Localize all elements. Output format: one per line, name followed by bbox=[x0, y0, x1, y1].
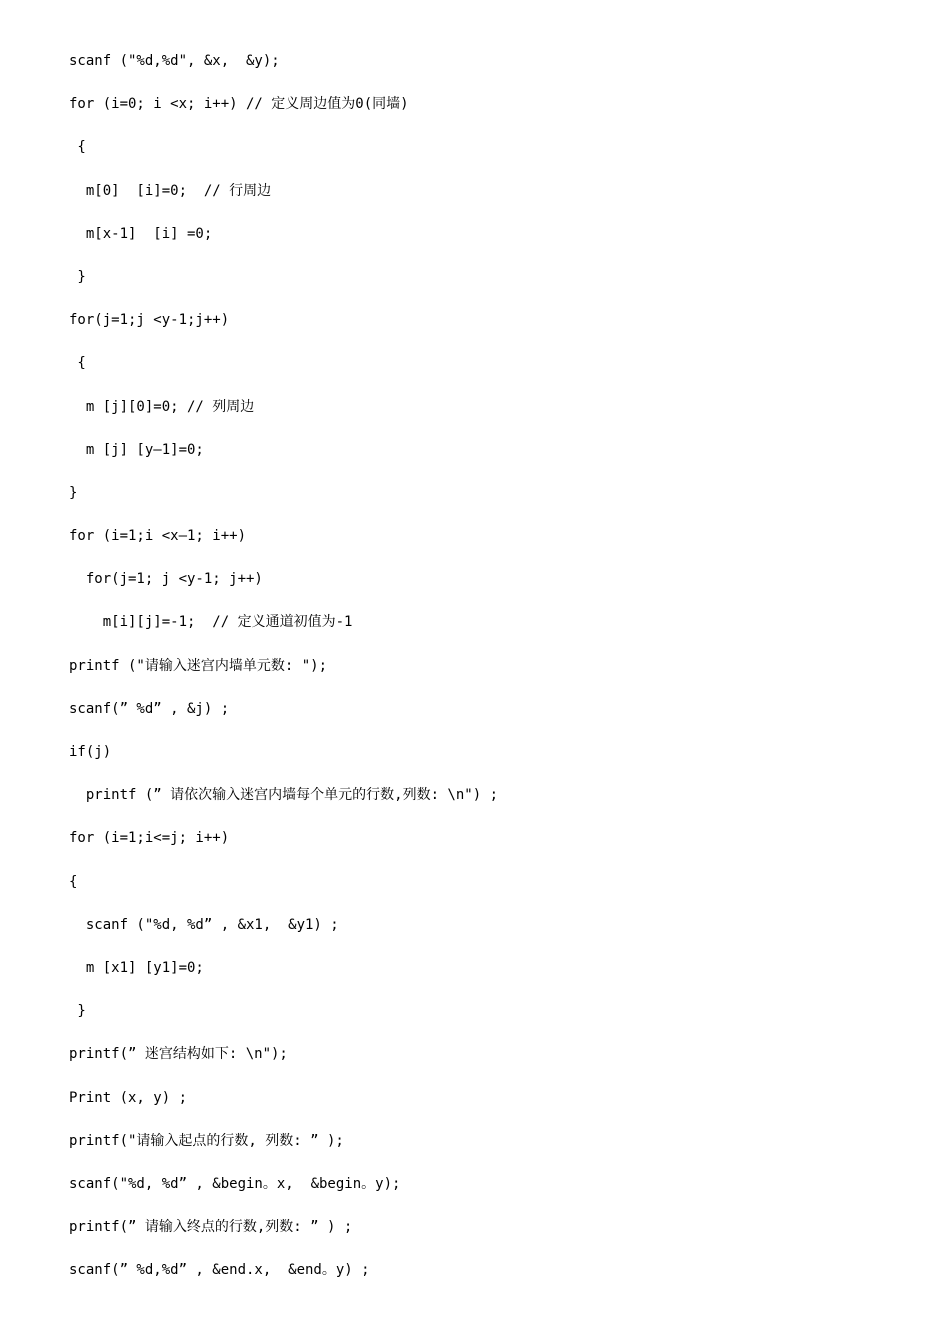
code-line: m[0] [i]=0; // 行周边 bbox=[69, 182, 272, 199]
code-line: Print (x, y) ; bbox=[69, 1089, 188, 1106]
code-line: { bbox=[69, 139, 86, 156]
code-line: for (i=1;i<=j; i++) bbox=[69, 830, 230, 847]
code-line: { bbox=[69, 873, 78, 890]
code-line: scanf("%d, %d” , &begin。x, &begin。y); bbox=[69, 1175, 401, 1192]
code-line: m[i][j]=-1; // 定义通道初值为-1 bbox=[69, 614, 353, 631]
code-line: m [j][0]=0; // 列周边 bbox=[69, 398, 255, 415]
code-line: m [j] [y—1]=0; bbox=[69, 441, 204, 458]
code-line: printf("请输入起点的行数, 列数: ” ); bbox=[69, 1132, 344, 1149]
code-line: printf ("请输入迷宫内墙单元数: "); bbox=[69, 657, 328, 674]
code-line: { bbox=[69, 355, 86, 372]
code-line: scanf ("%d, %d” , &x1, &y1) ; bbox=[69, 916, 339, 933]
code-line: for (i=1;i <x—1; i++) bbox=[69, 528, 247, 545]
code-line: } bbox=[69, 1003, 86, 1020]
code-line: scanf(” %d,%d” , &end.x, &end。y) ; bbox=[69, 1262, 370, 1279]
code-line: printf(” 迷宫结构如下: \n"); bbox=[69, 1046, 288, 1063]
code-line: printf(” 请输入终点的行数,列数: ” ) ; bbox=[69, 1219, 353, 1236]
code-line: if(j) bbox=[69, 744, 112, 760]
code-line: for(j=1; j <y-1; j++) bbox=[69, 571, 263, 588]
code-line: for(j=1;j <y-1;j++) bbox=[69, 312, 230, 329]
code-line: scanf ("%d,%d", &x, &y); bbox=[69, 53, 280, 69]
code-line: printf (” 请依次输入迷宫内墙每个单元的行数,列数: \n") ; bbox=[69, 787, 499, 804]
code-line: m [x1] [y1]=0; bbox=[69, 959, 204, 976]
code-line: m[x-1] [i] =0; bbox=[69, 225, 213, 242]
code-listing bbox=[69, 40, 930, 1292]
code-line: } bbox=[69, 484, 78, 501]
code-line: for (i=0; i <x; i++) // 定义周边值为0(同墙) bbox=[69, 96, 409, 113]
code-line: } bbox=[69, 268, 86, 285]
code-line: scanf(” %d” , &j) ; bbox=[69, 700, 230, 717]
